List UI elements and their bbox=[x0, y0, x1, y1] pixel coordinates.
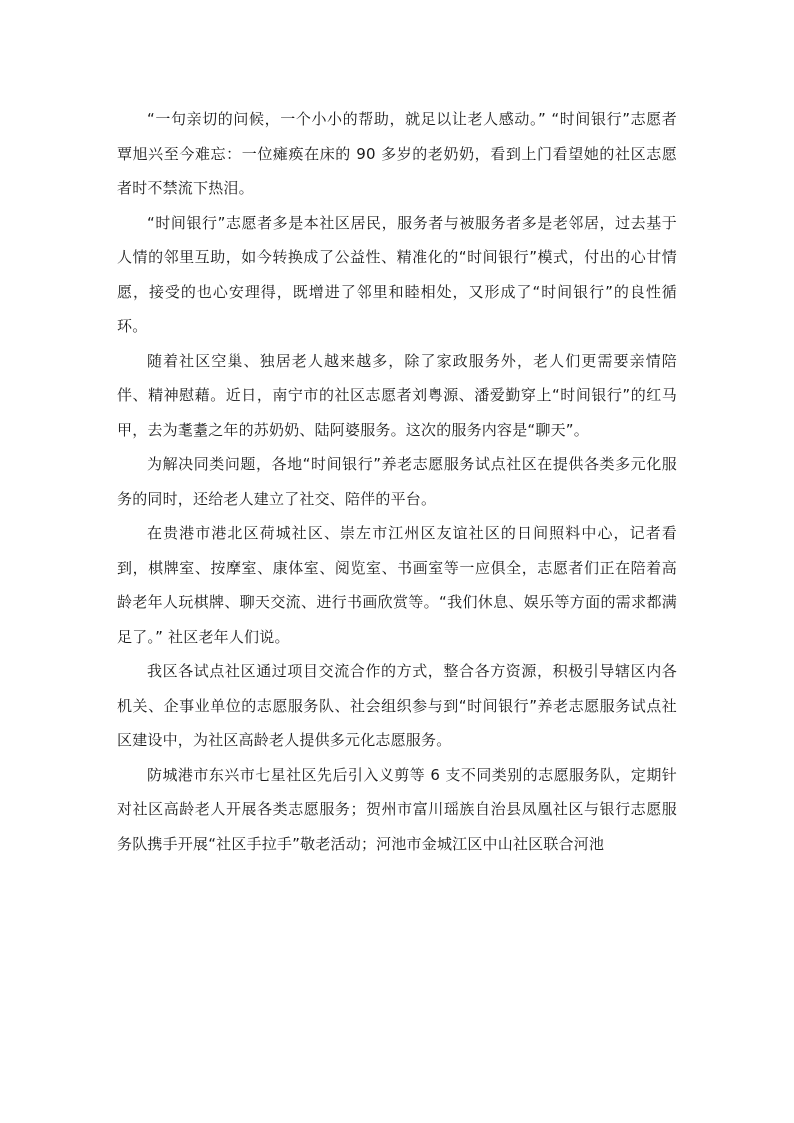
paragraph-4: 为解决同类问题，各地“时间银行”养老志愿服务试点社区在提供各类多元化服务的同时，还给老人建立了社交、陪伴的平台。 bbox=[117, 455, 677, 508]
paragraph-6: 我区各试点社区通过项目交流合作的方式，整合各方资源，积极引导辖区内各机关、企事业单位的志愿服务队、社会组织参与到“时间银行”养老志愿服务试点社区建设中，为社区高龄老人提供多元化志愿服务。 bbox=[117, 662, 677, 749]
paragraph-7: 防城港市东兴市七星社区先后引入义剪等 6 支不同类别的志愿服务队，定期针对社区高龄老人开展各类志愿服务；贺州市富川瑶族自治县凤凰社区与银行志愿服务队携手开展“社区手拉手”敬老活动；河池市金城江区中山社区联合河池 bbox=[117, 765, 677, 853]
paragraph-2: “时间银行”志愿者多是本社区居民，服务者与被服务者多是老邻居，过去基于人情的邻里互助，如今转换成了公益性、精准化的“时间银行”模式，付出的心甘情愿，接受的也心安理得，既增进了邻里和睦相处，又形成了“时间银行”的良性循环。 bbox=[117, 213, 677, 335]
paragraph-5: 在贵港市港北区荷城社区、崇左市江州区友谊社区的日间照料中心，记者看到，棋牌室、按摩室、康体室、阅览室、书画室等一应俱全，志愿者们正在陪着高龄老年人玩棋牌、聊天交流、进行书画欣赏等。“我们休息、娱乐等方面的需求都满足了。” 社区老年人们说。 bbox=[117, 524, 677, 646]
paragraph-1: “一句亲切的问候，一个小小的帮助，就足以让老人感动。” “时间银行”志愿者覃旭兴至今难忘：一位瘫痪在床的 90 多岁的老奶奶，看到上门看望她的社区志愿者时不禁流下热泪。 bbox=[117, 110, 677, 197]
paragraph-3: 随着社区空巢、独居老人越来越多，除了家政服务外，老人们更需要亲情陪伴、精神慰藉。近日，南宁市的社区志愿者刘粤源、潘爱勤穿上“时间银行”的红马甲，去为耄耋之年的苏奶奶、陆阿婆服务。这次的服务内容是“聊天”。 bbox=[117, 351, 677, 439]
document-page bbox=[117, 102, 677, 861]
